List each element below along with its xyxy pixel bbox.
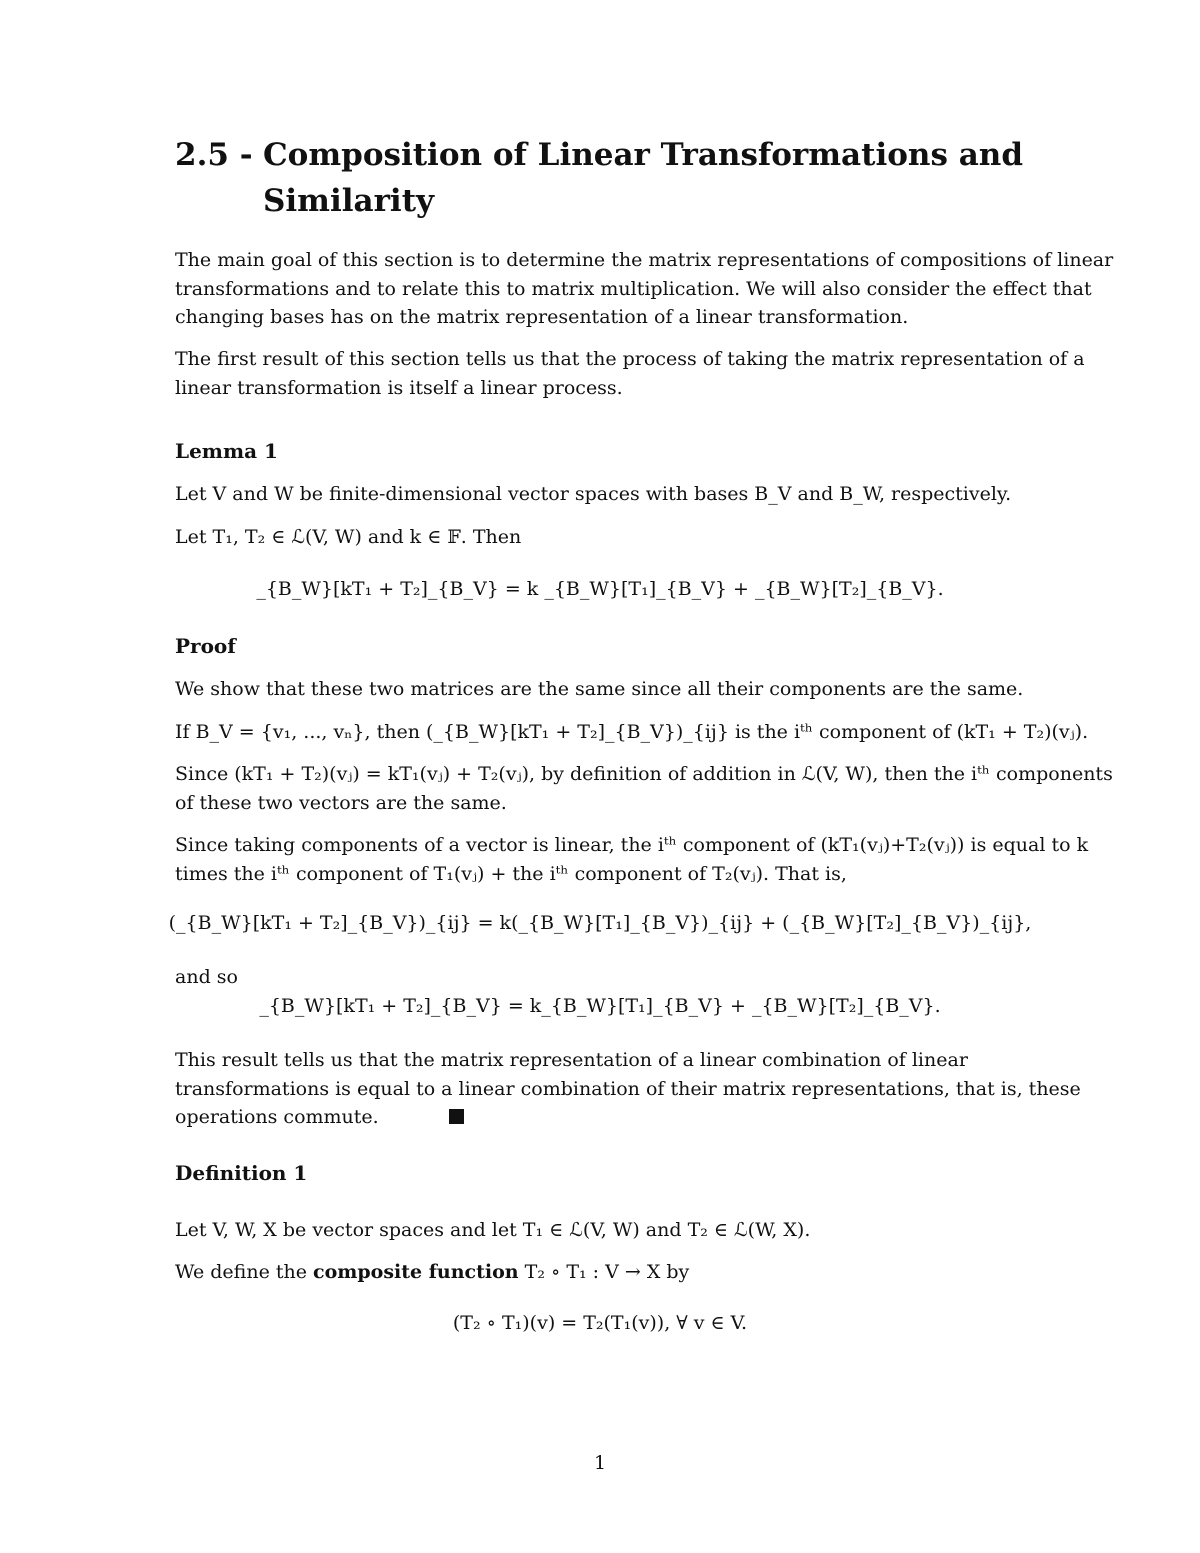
proof-and-so: and so — [175, 966, 238, 988]
title-line-1: Composition of Linear Transformations and — [263, 137, 1023, 173]
proof-line-2: If B_V = {v₁, ..., vₙ}, then (_{B_W}[kT₁ + T₂]_{B_V})_{ij} is the iᵗʰ component of (kT₁ + T₂)(vⱼ). — [175, 721, 1089, 743]
page-number: 1 — [593, 1452, 607, 1474]
proof-line-4: Since taking components of a vector is linear, the iᵗʰ component of (kT₁(vⱼ)+T₂(vⱼ)) is equal to k times the iᵗʰ component of T₁(vⱼ) + the iᵗʰ component of T₂(vⱼ). That is, — [175, 834, 1089, 885]
intro-paragraph-1: The main goal of this section is to determine the matrix representations of compositions of linear transformations and to relate this to matrix multiplication. We will also consider the effect that changing bases has on the matrix representation of a linear transformation. — [175, 249, 1114, 328]
proof-equation-2: _{B_W}[kT₁ + T₂]_{B_V} = k_{B_W}[T₁]_{B_V} + _{B_W}[T₂]_{B_V}. — [259, 995, 941, 1017]
section-title — [175, 132, 1075, 224]
definition-equation: (T₂ ∘ T₁)(v) = T₂(T₁(v)), ∀ v ∈ V. — [452, 1312, 748, 1334]
proof-conclusion: This result tells us that the matrix representation of a linear combination of linear transformations is equal to a linear combination of their matrix representations, that is, these operations commute. — [175, 1049, 1081, 1128]
definition-line-1: Let V, W, X be vector spaces and let T₁ ∈ ℒ(V, W) and T₂ ∈ ℒ(W, X). — [175, 1219, 811, 1241]
lemma-line-1: Let V and W be finite-dimensional vector spaces with bases B_V and B_W, respectively. — [175, 483, 1012, 505]
composite-function-term: composite function — [313, 1261, 519, 1283]
definition-heading: Definition 1 — [175, 1161, 308, 1185]
lemma-heading: Lemma 1 — [175, 439, 278, 463]
proof-line-3: Since (kT₁ + T₂)(vⱼ) = kT₁(vⱼ) + T₂(vⱼ), by definition of addition in ℒ(V, W), then the iᵗʰ components of these two vectors are the same. — [175, 763, 1113, 814]
lemma-equation: _{B_W}[kT₁ + T₂]_{B_V} = k _{B_W}[T₁]_{B_V} + _{B_W}[T₂]_{B_V}. — [256, 578, 944, 600]
definition-line-2: We define the composite function T₂ ∘ T₁ : V → X by — [175, 1261, 690, 1283]
proof-heading: Proof — [175, 634, 236, 658]
proof-equation-1: (_{B_W}[kT₁ + T₂]_{B_V})_{ij} = k(_{B_W}[T₁]_{B_V})_{ij} + (_{B_W}[T₂]_{B_V})_{ij}, — [168, 912, 1032, 934]
lemma-line-2: Let T₁, T₂ ∈ ℒ(V, W) and k ∈ 𝔽. Then — [175, 526, 522, 548]
title-line-2: Similarity — [263, 183, 435, 219]
proof-line-1: We show that these two matrices are the same since all their components are the same. — [175, 678, 1024, 700]
qed-square-icon — [449, 1109, 464, 1124]
intro-paragraph-2: The first result of this section tells us that the process of taking the matrix representation of a linear transformation is itself a linear process. — [175, 348, 1085, 399]
section-number: 2.5 - — [175, 137, 253, 173]
